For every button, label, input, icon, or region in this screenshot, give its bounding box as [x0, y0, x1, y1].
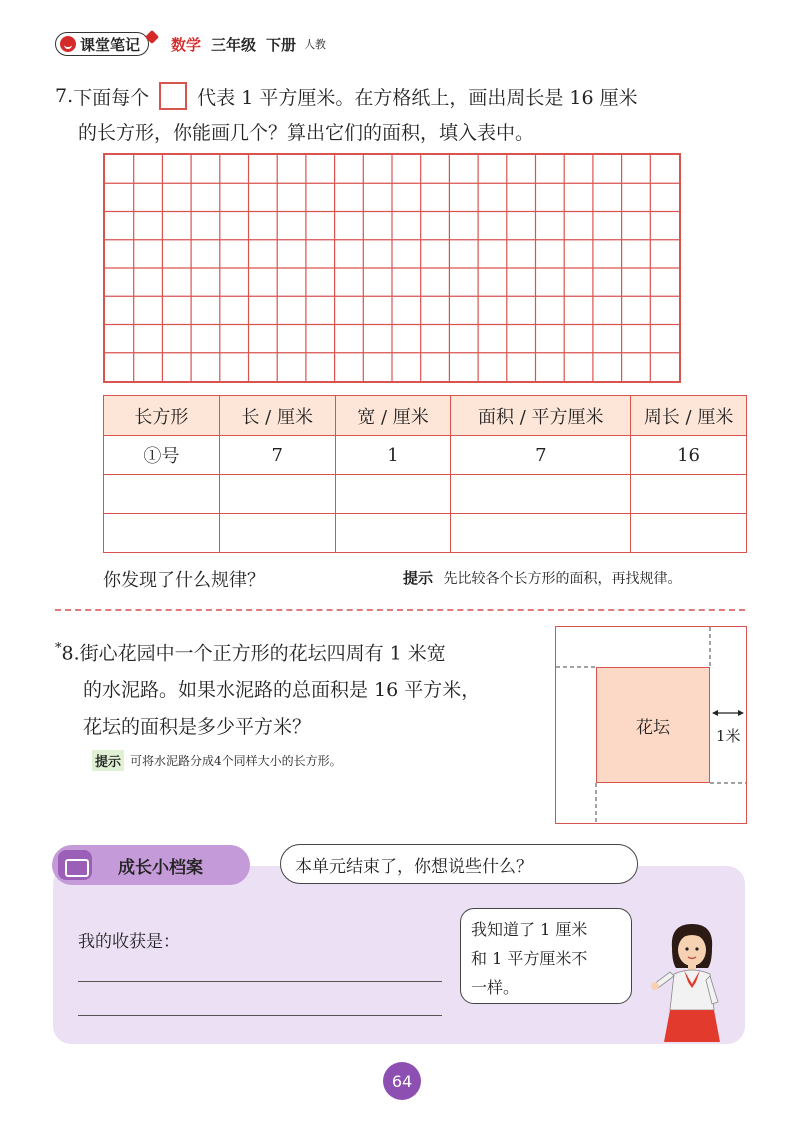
page-header — [55, 32, 326, 56]
table-row — [104, 436, 747, 475]
archive-title: 成长小档案 — [118, 857, 203, 878]
growth-archive-tab — [52, 845, 250, 885]
table-cell-blank[interactable] — [219, 475, 335, 514]
speech-bubble — [460, 908, 632, 1004]
discover-question: 你发现了什么规律？ — [103, 570, 265, 591]
table-header-row — [104, 396, 747, 436]
growth-archive-panel — [53, 866, 745, 1044]
table-row[interactable] — [104, 514, 747, 553]
grade-label: 三年级 — [211, 35, 257, 54]
speech-line: 和 1 平方厘米不 — [471, 949, 588, 968]
table-cell-blank[interactable] — [451, 475, 631, 514]
tip-label: 提示 — [92, 750, 124, 771]
student-girl-illustration — [650, 918, 734, 1042]
page-number: 64 — [383, 1062, 421, 1100]
brand-title: 课堂笔记 — [80, 35, 141, 54]
folder-icon — [58, 850, 92, 880]
tip-text: 可将水泥路分成4个同样大小的长方形。 — [130, 754, 342, 768]
problem7-line2: 的长方形，你能画几个？算出它们的面积，填入表中。 — [78, 122, 535, 144]
tip-text: 先比较各个长方形的面积，再找规律。 — [443, 571, 682, 587]
table-cell: 16 — [631, 436, 747, 475]
results-table — [103, 395, 747, 553]
table-header-cell: 宽 / 厘米 — [335, 396, 451, 436]
table-header-cell: 长方形 — [104, 396, 220, 436]
problem8-line2: 的水泥路。如果水泥路的总面积是 16 平方米， — [83, 679, 481, 702]
garden-diagram — [555, 626, 747, 824]
publisher-label: 人教 — [304, 38, 327, 51]
problem8-number: 8. — [61, 642, 80, 665]
table-header-cell: 长 / 厘米 — [219, 396, 335, 436]
speech-line: 我知道了 1 厘米 — [471, 920, 588, 939]
smile-icon — [60, 36, 76, 52]
square-grid-paper[interactable] — [103, 153, 681, 383]
unit-square-icon — [159, 82, 187, 110]
table-cell-blank[interactable] — [219, 514, 335, 553]
problem8-line1-text: 街心花园中一个正方形的花坛四周有 1 米宽 — [79, 642, 446, 665]
table-cell-blank[interactable] — [104, 514, 220, 553]
answer-line[interactable] — [78, 1015, 442, 1016]
answer-line[interactable] — [78, 981, 442, 982]
grid-lines — [105, 155, 679, 381]
table-cell-blank[interactable] — [631, 475, 747, 514]
table-cell-blank[interactable] — [631, 514, 747, 553]
prompt-bubble: 本单元结束了，你想说些什么？ — [280, 844, 638, 884]
section-divider — [55, 609, 745, 611]
tip-label: 提示 — [403, 569, 434, 587]
table-cell-blank[interactable] — [104, 475, 220, 514]
table-cell: ①号 — [104, 436, 220, 475]
problem7-number: 7. — [55, 85, 74, 107]
table-cell-blank[interactable] — [335, 475, 451, 514]
road-width-label: 1米 — [716, 727, 741, 745]
problem8-text — [55, 630, 480, 746]
subject-label: 数学 — [171, 35, 202, 54]
table-cell: 7 — [451, 436, 631, 475]
table-header-cell: 面积 / 平方厘米 — [451, 396, 631, 436]
problem7-line1 — [55, 82, 638, 110]
problem7-tip — [403, 567, 681, 588]
problem8-line3: 花坛的面积是多少平方米？ — [83, 716, 312, 739]
flower-bed: 花坛 — [596, 667, 710, 783]
term-label: 下册 — [266, 35, 297, 54]
problem8-line1 — [55, 630, 480, 672]
problem7-text-after: 代表 1 平方厘米。在方格纸上，画出周长是 16 厘米 — [197, 86, 638, 109]
brand-badge — [55, 32, 149, 56]
table-header-cell: 周长 / 厘米 — [631, 396, 747, 436]
challenge-star: * — [55, 641, 62, 656]
table-cell: 1 — [335, 436, 451, 475]
table-cell: 7 — [219, 436, 335, 475]
table-cell-blank[interactable] — [451, 514, 631, 553]
problem7-text-before: 下面每个 — [73, 86, 150, 109]
table-cell-blank[interactable] — [335, 514, 451, 553]
speech-line: 一样。 — [471, 978, 520, 997]
gain-label: 我的收获是： — [78, 932, 180, 952]
table-row[interactable] — [104, 475, 747, 514]
problem8-tip — [92, 750, 342, 771]
